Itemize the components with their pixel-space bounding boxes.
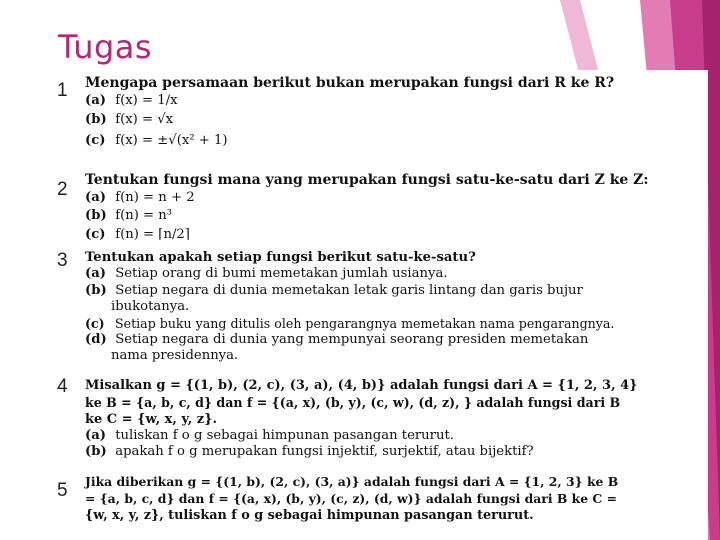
task-4-item-b: (b) apakah f ο g merupakan fungsi injektif, surjektif, atau bijektif?: [85, 444, 534, 459]
task-1-item-c: (c) f(x) = ±√(x² + 1): [85, 133, 228, 148]
task-1-item-a: (a) f(x) = 1/x: [85, 93, 178, 108]
task-2-item-c: (c) f(n) = ⌈n/2⌉: [85, 227, 190, 242]
task-4-line-3: ke C = {w, x, y, z}.: [85, 412, 218, 427]
task-5-line-3: {w, x, y, z}, tuliskan f ο g sebagai himpunan pasangan terurut.: [85, 508, 534, 523]
task-number-1: 1: [57, 80, 68, 101]
task-5-line-2: = {a, b, c, d} dan f = {(a, x), (b, y), (c, z), (d, w)} adalah fungsi dari B ke C =: [85, 491, 617, 506]
task-2-question: Tentukan fungsi mana yang merupakan fungsi satu-ke-satu dari Z ke Z:: [85, 172, 649, 188]
task-2-item-a: (a) f(n) = n + 2: [85, 190, 195, 205]
task-2-item-b: (b) f(n) = n³: [85, 208, 173, 223]
task-3-item-b: (b) Setiap negara di dunia memetakan letak garis lintang dan garis bujur: [85, 283, 583, 298]
task-3-item-c: (c) Setiap buku yang ditulis oleh pengarangnya memetakan nama pengarangnya.: [85, 316, 615, 331]
task-number-4: 4: [57, 376, 68, 397]
task-3-item-d: (d) Setiap negara di dunia yang mempunyai seorang presiden memetakan: [85, 332, 589, 347]
task-4-line-1: Misalkan g = {(1, b), (2, c), (3, a), (4, b)} adalah fungsi dari A = {1, 2, 3, 4}: [85, 378, 638, 393]
task-5-line-1: Jika diberikan g = {(1, b), (2, c), (3, a)} adalah fungsi dari A = {1, 2, 3} ke B: [85, 474, 619, 489]
task-1-question: Mengapa persamaan berikut bukan merupakan fungsi dari R ke R?: [85, 75, 615, 91]
task-number-3: 3: [57, 250, 68, 271]
task-4-line-2: ke B = {a, b, c, d} dan f = {(a, x), (b, y), (c, w), (d, z), } adalah fungsi dari B: [85, 395, 621, 410]
slide-title: Tugas: [58, 28, 153, 66]
task-3-item-d-cont: nama presidennya.: [111, 348, 239, 363]
task-1-item-b: (b) f(x) = √x: [85, 112, 174, 127]
task-3-item-a: (a) Setiap orang di bumi memetakan jumlah usianya.: [85, 266, 448, 281]
task-3-question: Tentukan apakah setiap fungsi berikut satu-ke-satu?: [85, 250, 476, 265]
task-number-2: 2: [57, 179, 68, 200]
task-4-item-a: (a) tuliskan f ο g sebagai himpunan pasangan terurut.: [85, 428, 454, 443]
task-3-item-b-cont: ibukotanya.: [111, 299, 190, 314]
task-number-5: 5: [57, 480, 68, 501]
